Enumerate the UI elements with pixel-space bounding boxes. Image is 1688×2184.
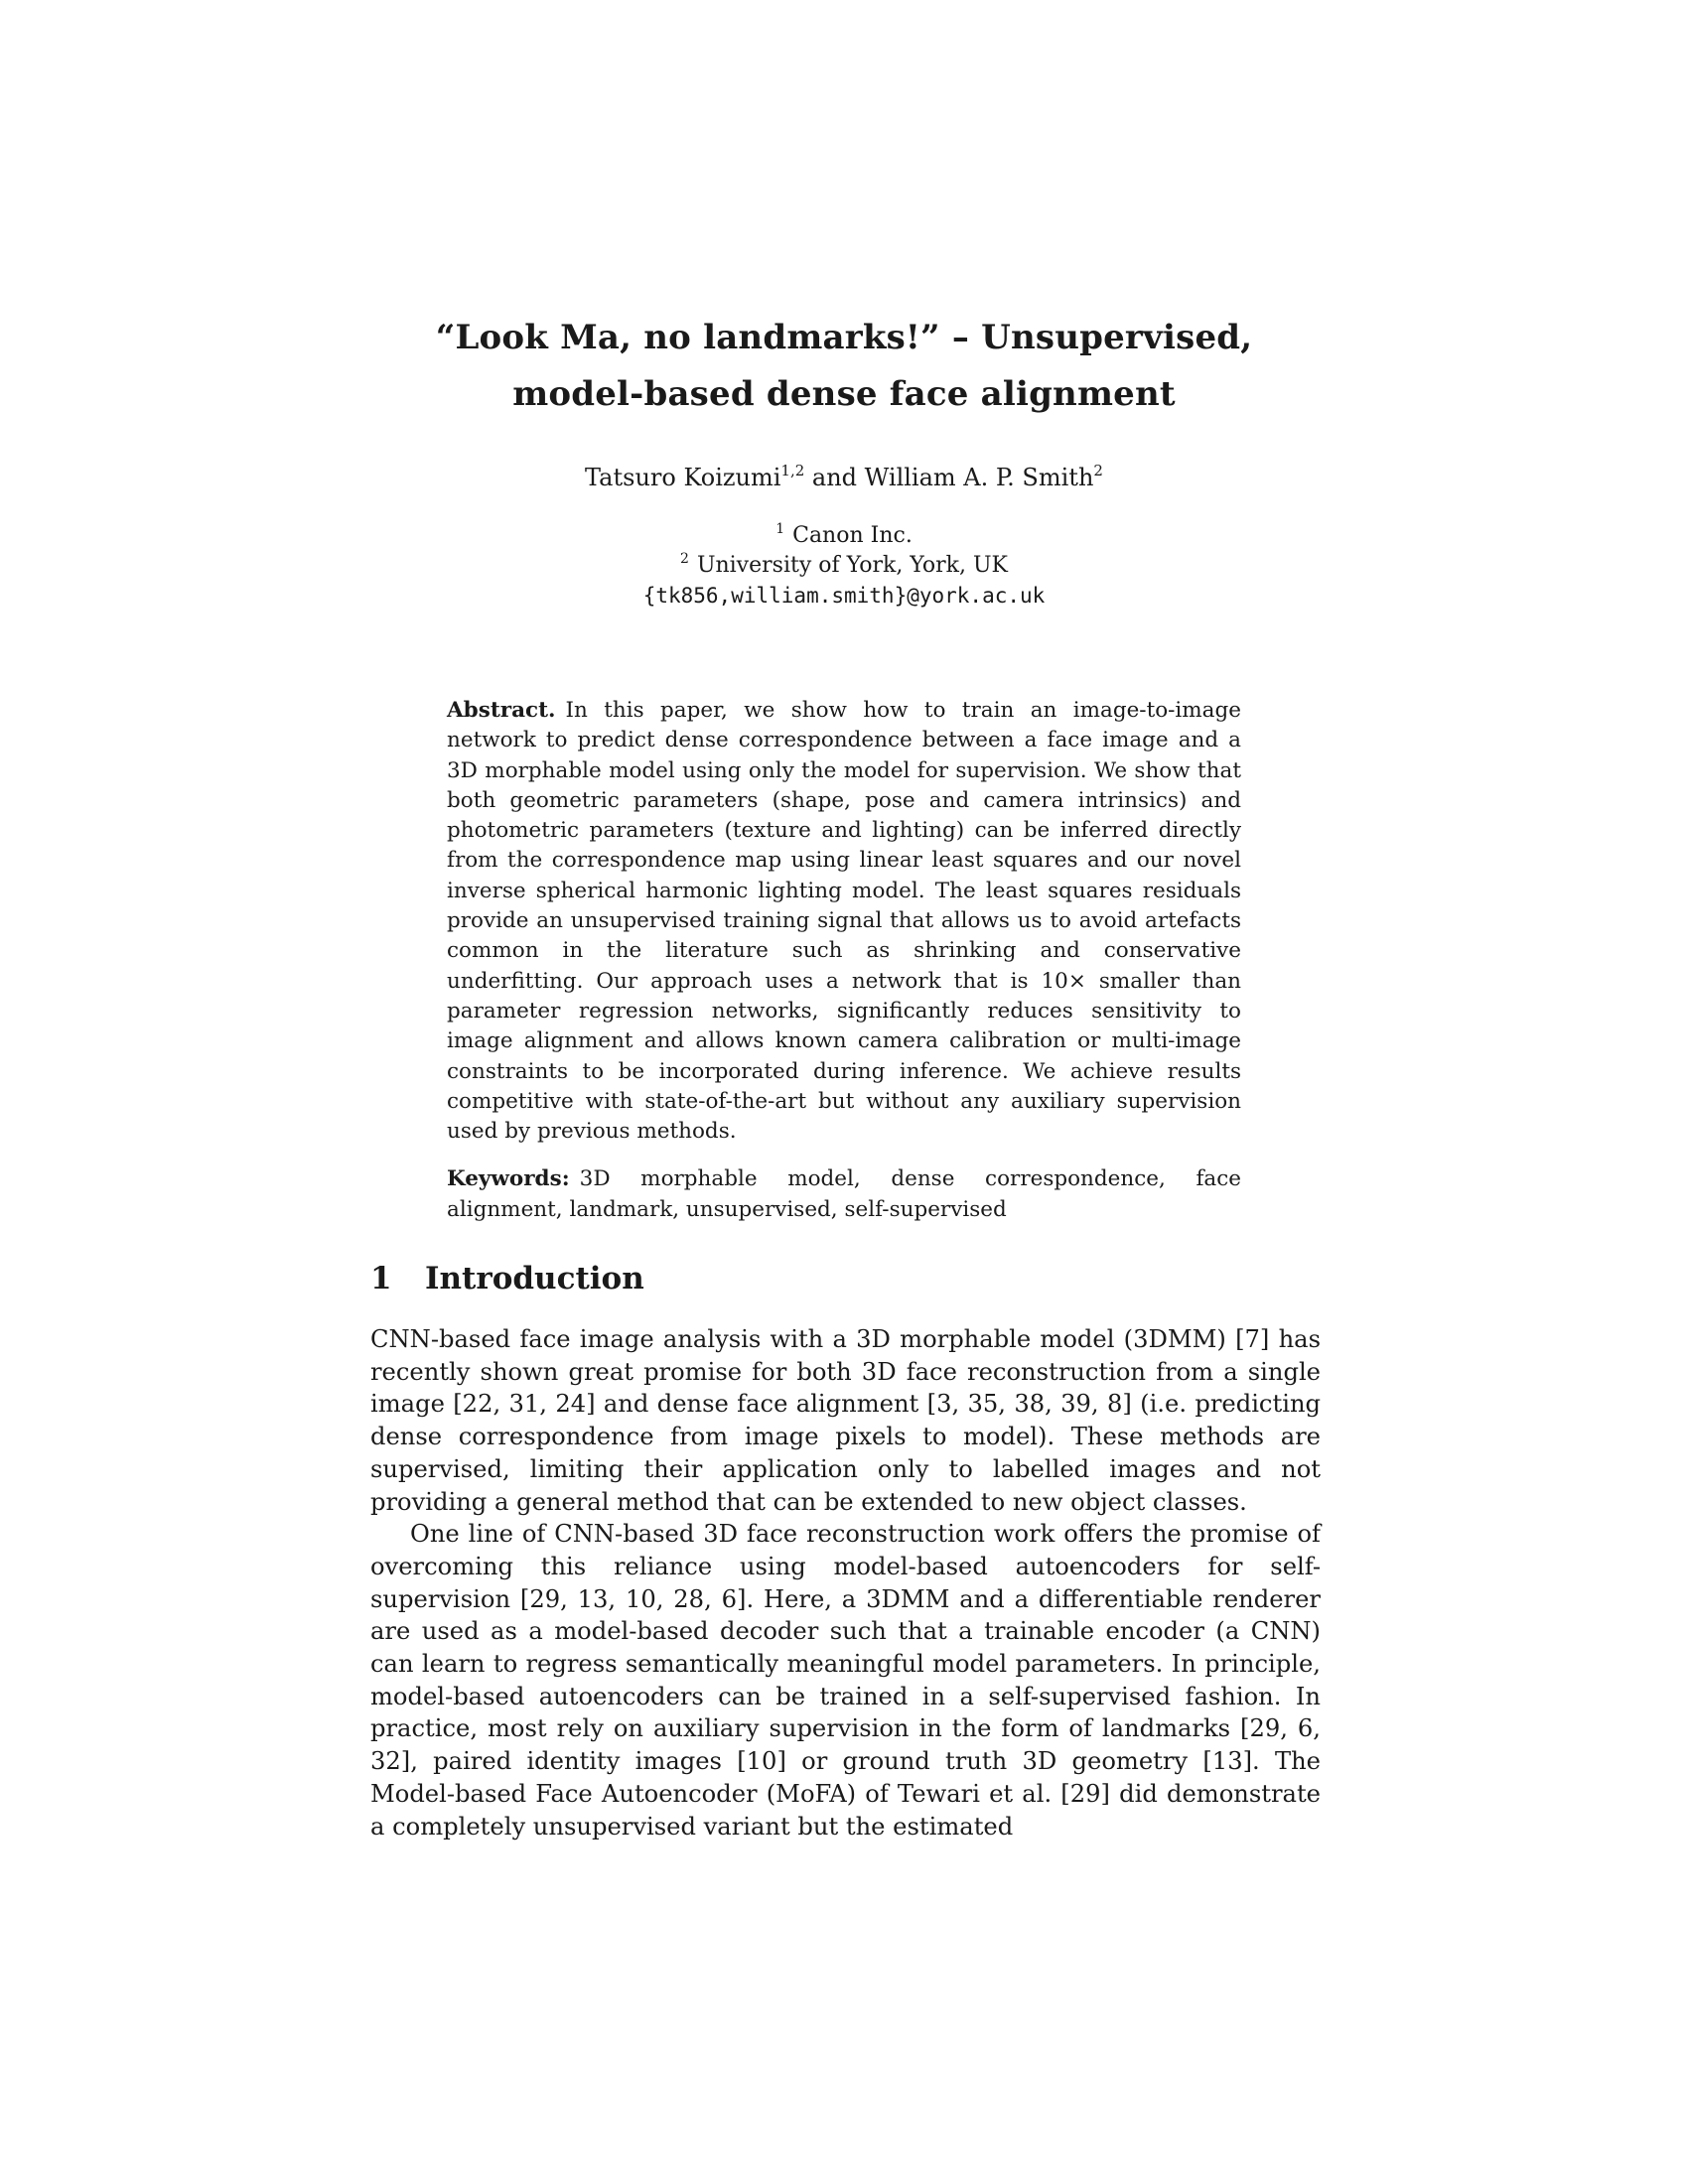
keywords-text: 3D morphable model, dense correspondence, face alignment, landmark, unsupervised, self-supervised: [447, 1166, 1241, 1222]
keywords-paragraph: [447, 1164, 1241, 1225]
section-body: [370, 1323, 1321, 1843]
title-line-2: model-based dense face alignment: [512, 374, 1176, 414]
abstract-text: In this paper, we show how to train an image-to-image network to predict dense correspondence between a face image and a 3D morphable model using only the model for supervision. We show that both geometric parameters (shape, pose and camera intrinsics) and photometric parameters (texture and lighting) can be inferred directly from the correspondence map using linear least squares and our novel inverse spherical harmonic lighting model. The least squares residuals provide an unsupervised training signal that allows us to avoid artefacts common in the literature such as shrinking and conservative underfitting. Our approach uses a network that is 10× smaller than parameter regression networks, significantly reduces sensitivity to image alignment and allows known camera calibration or multi-image constraints to be incorporated during inference. We achieve results competitive with state-of-the-art but without any auxiliary supervision used by previous methods.: [447, 698, 1241, 1145]
author-email: {tk856,william.smith}@york.ac.uk: [642, 584, 1046, 608]
author-list: [367, 462, 1321, 493]
affiliation-1: [367, 521, 1321, 551]
author-name: William A. P. Smith: [864, 464, 1094, 491]
abstract-label: Abstract.: [447, 698, 556, 723]
author-affiliation-marker: 1,2: [780, 462, 805, 479]
abstract-block: [447, 696, 1241, 1225]
title-line-1: “Look Ma, no landmarks!” – Unsupervised,: [435, 318, 1253, 357]
body-paragraph: One line of CNN-based 3D face reconstruction work offers the promise of overcoming this reliance using model-based autoencoders for self-supervision [29, 13, 10, 28, 6]. Here, a 3DMM and a differentiable renderer are used as a model-based decoder such that a trainable encoder (a CNN) can learn to regress semantically meaningful model parameters. In principle, model-based autoencoders can be trained in a self-supervised fashion. In practice, most rely on auxiliary supervision in the form of landmarks [29, 6, 32], paired identity images [10] or ground truth 3D geometry [13]. The Model-based Face Autoencoder (MoFA) of Tewari et al. [29] did demonstrate a completely unsupervised variant but the estimated: [370, 1520, 1321, 1841]
body-paragraph: CNN-based face image analysis with a 3D morphable model (3DMM) [7] has recently shown great promise for both 3D face reconstruction from a single image [22, 31, 24] and dense face alignment [3, 35, 38, 39, 8] (i.e. predicting dense correspondence from image pixels to model). These methods are supervised, limiting their application only to labelled images and not providing a general method that can be extended to new object classes.: [370, 1325, 1321, 1516]
author-affiliation-marker: 2: [1093, 462, 1103, 479]
affiliation-text: University of York, York, UK: [696, 553, 1008, 578]
affiliation-2: [367, 551, 1321, 581]
abstract-paragraph: [447, 696, 1241, 1147]
section-title: Introduction: [425, 1261, 644, 1297]
affiliation-text: Canon Inc.: [792, 523, 913, 548]
section-heading: [370, 1259, 1324, 1298]
affiliation-number: 2: [680, 551, 689, 567]
author-name: Tatsuro Koizumi: [585, 464, 781, 491]
affiliations: [367, 521, 1321, 611]
keywords-label: Keywords:: [447, 1166, 570, 1192]
paper-title: [367, 310, 1321, 423]
section-number: 1: [370, 1261, 392, 1297]
affiliation-number: 1: [775, 521, 785, 537]
author-joiner: and: [804, 464, 865, 491]
